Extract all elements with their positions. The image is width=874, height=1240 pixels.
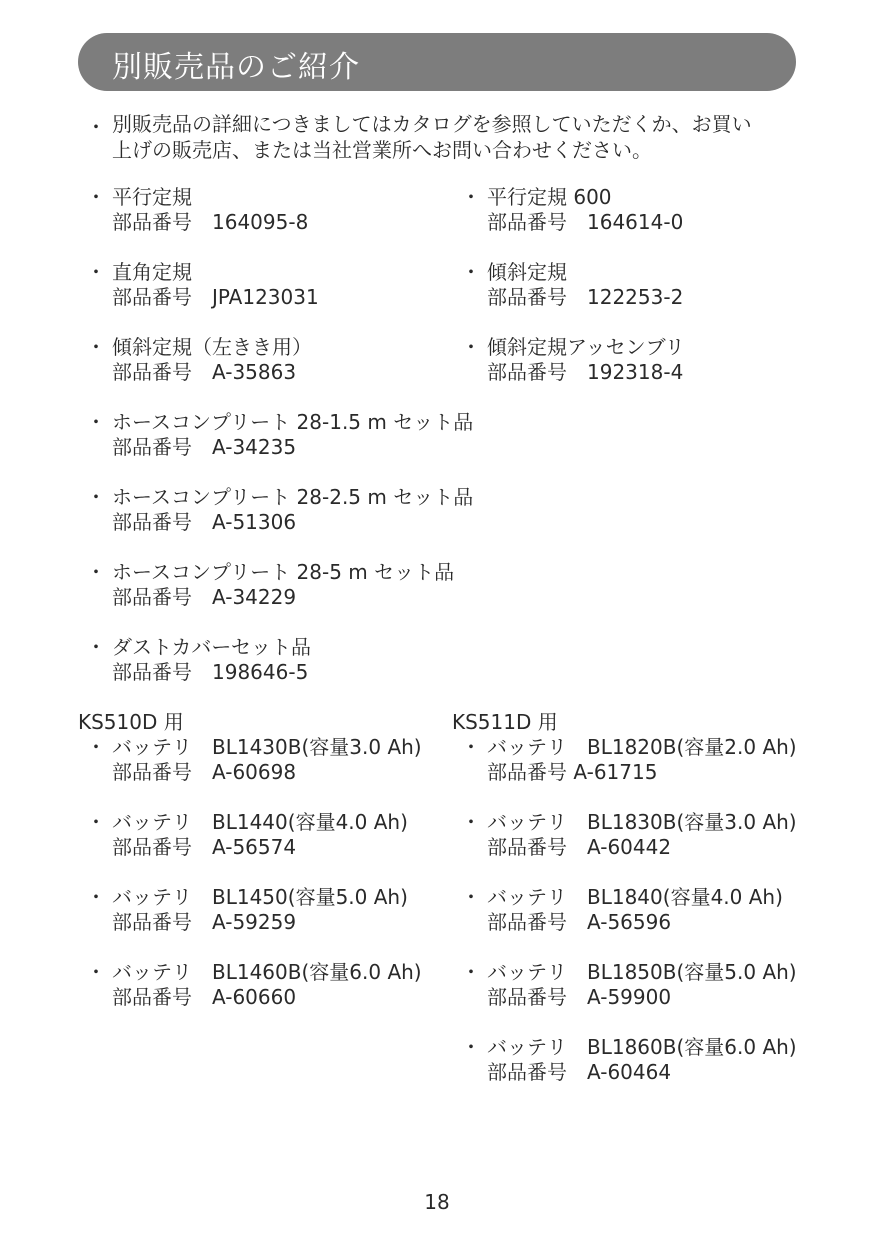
item-name: バッテリ BL1430B(容量3.0 Ah) bbox=[112, 735, 422, 759]
bullet: ・ bbox=[86, 410, 106, 434]
item-name: 直角定規 bbox=[112, 260, 192, 284]
bullet: ・ bbox=[461, 335, 481, 359]
item-name: ホースコンプリート 28-1.5 m セット品 bbox=[112, 410, 474, 434]
item-name: バッテリ BL1830B(容量3.0 Ah) bbox=[487, 810, 797, 834]
part-number: 部品番号 A-60442 bbox=[487, 835, 672, 859]
part-number: 部品番号 A-34235 bbox=[112, 435, 297, 459]
bullet: ・ bbox=[461, 185, 481, 209]
accessory-item bbox=[461, 260, 683, 310]
bullet: ・ bbox=[461, 960, 481, 984]
item-name: ダストカバーセット品 bbox=[112, 635, 311, 659]
part-number: 部品番号 A-60464 bbox=[487, 1060, 672, 1084]
item-name: バッテリ BL1460B(容量6.0 Ah) bbox=[112, 960, 422, 984]
accessory-item bbox=[461, 335, 685, 385]
bullet: ・ bbox=[86, 115, 106, 139]
bullet: ・ bbox=[86, 960, 106, 984]
part-number: 部品番号 A-56596 bbox=[487, 910, 672, 934]
bullet: ・ bbox=[86, 635, 106, 659]
ks511d-heading: KS511D 用 bbox=[452, 710, 558, 734]
intro-line: 上げの販売店、または当社営業所へお問い合わせください。 bbox=[112, 138, 652, 162]
bullet: ・ bbox=[86, 335, 106, 359]
item-name: バッテリ BL1450(容量5.0 Ah) bbox=[112, 885, 408, 909]
bullet: ・ bbox=[86, 810, 106, 834]
bullet: ・ bbox=[86, 885, 106, 909]
item-name: 平行定規 bbox=[112, 185, 192, 209]
intro-text bbox=[112, 111, 806, 163]
item-name: バッテリ BL1850B(容量5.0 Ah) bbox=[487, 960, 797, 984]
accessory-item bbox=[86, 485, 473, 535]
battery-item bbox=[461, 735, 797, 785]
item-name: 傾斜定規 bbox=[487, 260, 567, 284]
accessory-item bbox=[86, 335, 312, 385]
item-name: ホースコンプリート 28-2.5 m セット品 bbox=[112, 485, 474, 509]
item-name: 傾斜定規（左きき用） bbox=[112, 335, 312, 359]
intro-line: 別販売品の詳細につきましてはカタログを参照していただくか、お買い bbox=[112, 112, 752, 136]
battery-item bbox=[86, 735, 422, 785]
part-number: 部品番号 164095-8 bbox=[112, 210, 309, 234]
bullet: ・ bbox=[86, 260, 106, 284]
item-name: バッテリ BL1860B(容量6.0 Ah) bbox=[487, 1035, 797, 1059]
bullet: ・ bbox=[461, 1035, 481, 1059]
battery-item bbox=[461, 885, 783, 935]
battery-item bbox=[461, 1035, 797, 1085]
page-number: 18 bbox=[424, 1190, 450, 1214]
part-number: 部品番号 A-60660 bbox=[112, 985, 297, 1009]
bullet: ・ bbox=[86, 735, 106, 759]
ks510d-heading: KS510D 用 bbox=[78, 710, 184, 734]
part-number: 部品番号 122253-2 bbox=[487, 285, 684, 309]
part-number: 部品番号 A-35863 bbox=[112, 360, 297, 384]
item-name: ホースコンプリート 28-5 m セット品 bbox=[112, 560, 455, 584]
item-name: バッテリ BL1440(容量4.0 Ah) bbox=[112, 810, 408, 834]
bullet: ・ bbox=[86, 560, 106, 584]
battery-item bbox=[86, 885, 408, 935]
accessory-item bbox=[461, 185, 683, 235]
part-number: 部品番号 A-59259 bbox=[112, 910, 297, 934]
part-number: 部品番号 A-56574 bbox=[112, 835, 297, 859]
part-number: 部品番号 198646-5 bbox=[112, 660, 309, 684]
section-header bbox=[78, 33, 796, 91]
part-number: 部品番号 A-34229 bbox=[112, 585, 297, 609]
bullet: ・ bbox=[461, 885, 481, 909]
accessory-item bbox=[86, 635, 311, 685]
item-name: バッテリ BL1820B(容量2.0 Ah) bbox=[487, 735, 797, 759]
bullet: ・ bbox=[461, 260, 481, 284]
part-number: 部品番号 164614-0 bbox=[487, 210, 684, 234]
bullet: ・ bbox=[461, 810, 481, 834]
accessory-item bbox=[86, 185, 308, 235]
part-number: 部品番号 JPA123031 bbox=[112, 285, 319, 309]
intro-note bbox=[86, 111, 806, 163]
part-number: 部品番号 A-59900 bbox=[487, 985, 672, 1009]
part-number: 部品番号 A-61715 bbox=[487, 760, 658, 784]
item-name: バッテリ BL1840(容量4.0 Ah) bbox=[487, 885, 783, 909]
bullet: ・ bbox=[86, 485, 106, 509]
bullet: ・ bbox=[86, 185, 106, 209]
accessory-item bbox=[86, 410, 473, 460]
bullet: ・ bbox=[461, 735, 481, 759]
part-number: 部品番号 A-51306 bbox=[112, 510, 297, 534]
battery-item bbox=[86, 960, 422, 1010]
item-name: 傾斜定規アッセンブリ bbox=[487, 335, 685, 359]
accessory-item bbox=[86, 560, 454, 610]
battery-item bbox=[86, 810, 408, 860]
item-name: 平行定規 600 bbox=[487, 185, 612, 209]
battery-item bbox=[461, 960, 797, 1010]
section-title: 別販売品のご紹介 bbox=[112, 50, 360, 85]
part-number: 部品番号 A-60698 bbox=[112, 760, 297, 784]
accessory-item bbox=[86, 260, 319, 310]
battery-item bbox=[461, 810, 797, 860]
part-number: 部品番号 192318-4 bbox=[487, 360, 684, 384]
